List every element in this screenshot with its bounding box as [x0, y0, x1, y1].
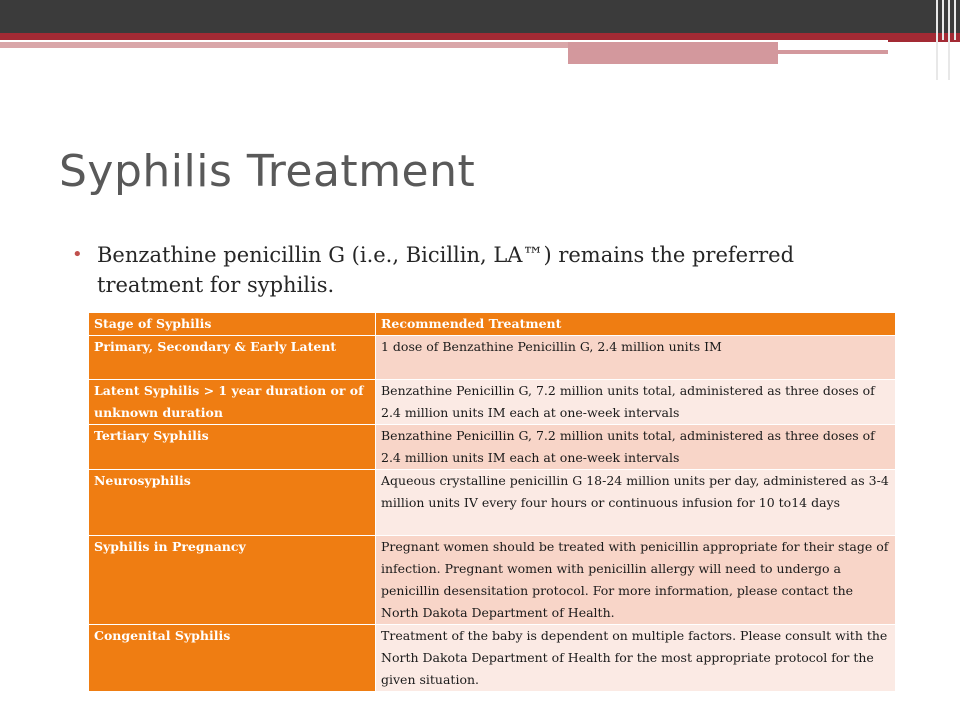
- column-header-stage: Stage of Syphilis: [89, 313, 376, 336]
- header-dark-bar: [0, 0, 960, 33]
- stage-cell: Tertiary Syphilis: [89, 425, 376, 470]
- table-row: [89, 625, 896, 692]
- bullet-point: [72, 240, 892, 300]
- bullet-text: Benzathine penicillin G (i.e., Bicillin, LA™) remains the preferred treatment for syphilis.: [97, 243, 795, 297]
- table-header-row: [89, 313, 896, 336]
- treatment-cell: Benzathine Penicillin G, 7.2 million units total, administered as three doses of 2.4 million units IM each at one-week intervals: [376, 425, 896, 470]
- column-header-treatment: Recommended Treatment: [376, 313, 896, 336]
- stage-cell: Neurosyphilis: [89, 470, 376, 536]
- header-vertical-lines: [928, 0, 956, 80]
- treatment-cell: Aqueous crystalline penicillin G 18-24 million units per day, administered as 3-4 million units IV every four hours or continuous infusion for 10 to14 days: [376, 470, 896, 536]
- stage-cell: Syphilis in Pregnancy: [89, 536, 376, 625]
- table-row: [89, 470, 896, 536]
- header-pink-bar-right: [776, 50, 888, 54]
- treatment-table: [88, 312, 896, 692]
- treatment-cell: 1 dose of Benzathine Penicillin G, 2.4 million units IM: [376, 336, 896, 380]
- table-row: [89, 336, 896, 380]
- stage-cell: Latent Syphilis > 1 year duration or of unknown duration: [89, 380, 376, 425]
- header-pink-bar-middle: [568, 42, 778, 64]
- table-row: [89, 380, 896, 425]
- treatment-cell: Benzathine Penicillin G, 7.2 million units total, administered as three doses of 2.4 million units IM each at one-week intervals: [376, 380, 896, 425]
- treatment-cell: Pregnant women should be treated with penicillin appropriate for their stage of infection. Pregnant women with penicillin allergy will need to undergo a penicillin desensitation protocol. For more information, please contact the North Dakota Department of Health.: [376, 536, 896, 625]
- treatment-cell: Treatment of the baby is dependent on multiple factors. Please consult with the North Dakota Department of Health for the most appropriate protocol for the given situation.: [376, 625, 896, 692]
- slide-title: Syphilis Treatment: [59, 146, 476, 197]
- bullet-dot-icon: •: [72, 244, 83, 265]
- stage-cell: Primary, Secondary & Early Latent: [89, 336, 376, 380]
- table-row: [89, 536, 896, 625]
- stage-cell: Congenital Syphilis: [89, 625, 376, 692]
- table-row: [89, 425, 896, 470]
- header-pink-bar-left: [0, 42, 570, 48]
